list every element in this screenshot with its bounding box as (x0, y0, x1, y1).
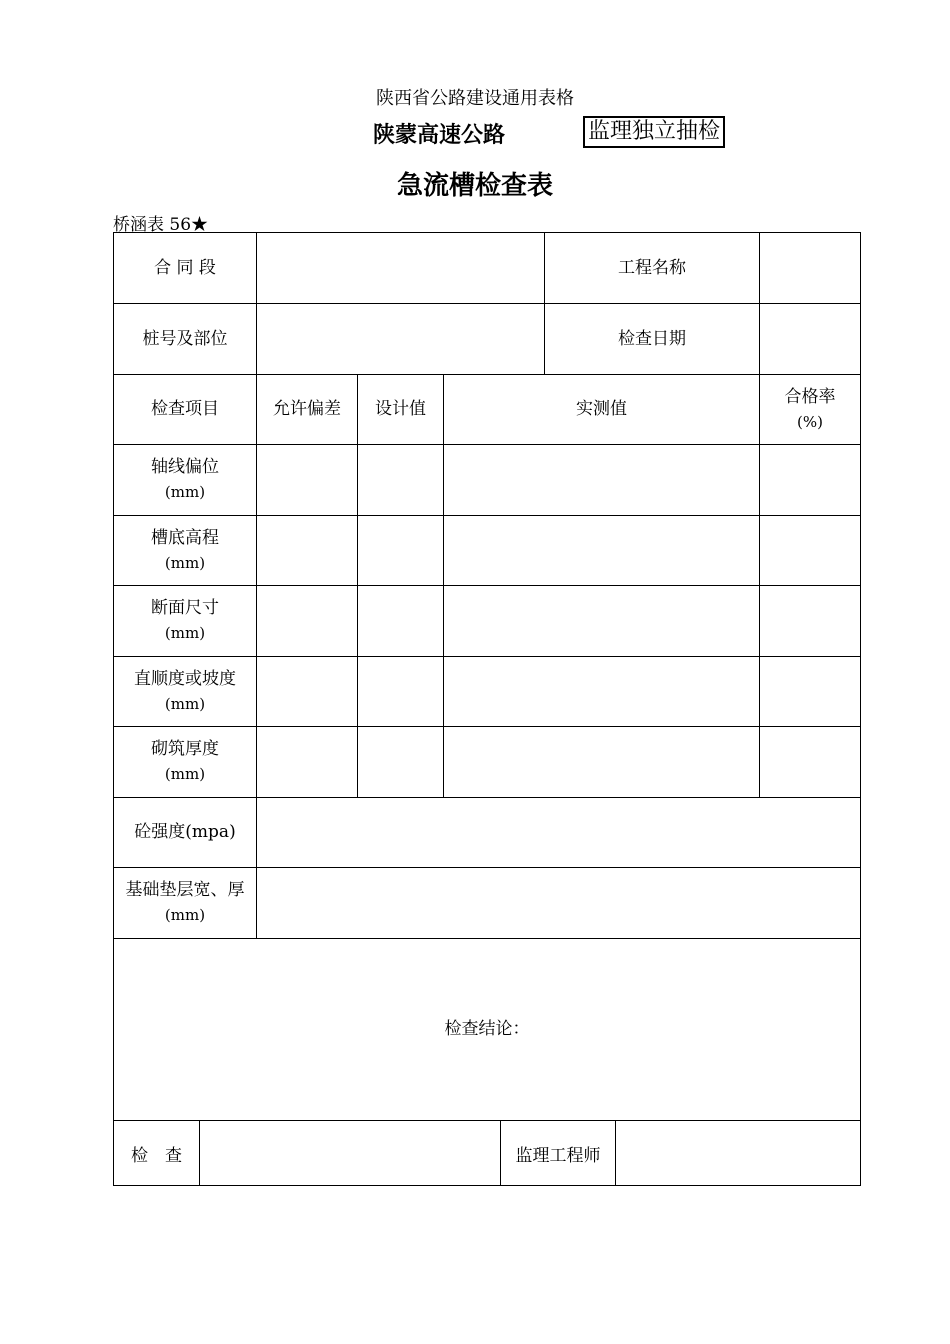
form-title: 急流槽检查表 (396, 171, 553, 201)
info-row-station (114, 304, 861, 375)
project-name-value-cell[interactable] (760, 233, 861, 304)
table-row (114, 586, 861, 657)
col-item: 检查项目 (114, 375, 257, 445)
table-row (114, 445, 861, 516)
measured-cell[interactable] (444, 516, 760, 586)
pass-rate-cell[interactable] (760, 586, 861, 657)
col-pass-rate (760, 375, 861, 445)
row-item: 砌筑厚度 (mm) (114, 727, 257, 798)
col-design: 设计值 (358, 375, 444, 445)
base-layer-label: 基础垫层宽、厚 (mm) (114, 868, 257, 939)
col-pass-rate-unit: (%) (797, 412, 823, 431)
col-measured: 实测值 (444, 375, 760, 445)
pass-rate-cell[interactable] (760, 516, 861, 586)
info-row-contract (114, 233, 861, 304)
project-name: 陕蒙高速公路 (373, 123, 506, 148)
tolerance-cell[interactable] (257, 586, 358, 657)
base-layer-value-cell[interactable] (257, 868, 861, 939)
check-date-value-cell[interactable] (760, 304, 861, 375)
table-row (114, 727, 861, 798)
strength-value-cell[interactable] (257, 798, 861, 868)
measured-cell[interactable] (444, 727, 760, 798)
col-tolerance: 允许偏差 (257, 375, 358, 445)
checker-label: 检 查 (114, 1121, 200, 1186)
pass-rate-cell[interactable] (760, 657, 861, 727)
project-name-label: 工程名称 (545, 233, 760, 304)
tolerance-cell[interactable] (257, 657, 358, 727)
design-cell[interactable] (358, 586, 444, 657)
station-value-cell[interactable] (257, 304, 545, 375)
row-item: 直顺度或坡度 (mm) (114, 657, 257, 727)
form-code: 桥涵表 56★ (113, 215, 209, 235)
contract-label: 合 同 段 (114, 233, 257, 304)
checker-sign-cell[interactable] (200, 1121, 501, 1186)
tolerance-cell[interactable] (257, 727, 358, 798)
signature-row (114, 1121, 861, 1186)
conclusion-label: 检查结论： (444, 1019, 530, 1039)
contract-value-cell[interactable] (257, 233, 545, 304)
signature-table (113, 1120, 861, 1186)
table-row (114, 516, 861, 586)
check-type-box: 监理独立抽检 (583, 116, 725, 148)
tolerance-cell[interactable] (257, 445, 358, 516)
pass-rate-cell[interactable] (760, 727, 861, 798)
organization-header: 陕西省公路建设通用表格 (376, 88, 574, 109)
design-cell[interactable] (358, 727, 444, 798)
strength-label: 砼强度(mpa) (114, 798, 257, 868)
tolerance-cell[interactable] (257, 516, 358, 586)
supervisor-label: 监理工程师 (501, 1121, 616, 1186)
row-item: 断面尺寸 (mm) (114, 586, 257, 657)
measured-cell[interactable] (444, 657, 760, 727)
row-item: 槽底高程 (mm) (114, 516, 257, 586)
station-label: 桩号及部位 (114, 304, 257, 375)
title-row (0, 116, 950, 150)
row-item: 轴线偏位 (mm) (114, 445, 257, 516)
check-date-label: 检查日期 (545, 304, 760, 375)
measured-cell[interactable] (444, 445, 760, 516)
conclusion-row (114, 939, 861, 1121)
pass-rate-cell[interactable] (760, 445, 861, 516)
column-header-row (114, 375, 861, 445)
table-row (114, 657, 861, 727)
design-cell[interactable] (358, 657, 444, 727)
strength-row (114, 798, 861, 868)
supervisor-sign-cell[interactable] (616, 1121, 861, 1186)
col-pass-rate-label: 合格率 (784, 386, 836, 407)
conclusion-cell[interactable] (114, 939, 861, 1121)
design-cell[interactable] (358, 445, 444, 516)
inspection-table (113, 232, 861, 1121)
base-layer-row (114, 868, 861, 939)
design-cell[interactable] (358, 516, 444, 586)
measured-cell[interactable] (444, 586, 760, 657)
